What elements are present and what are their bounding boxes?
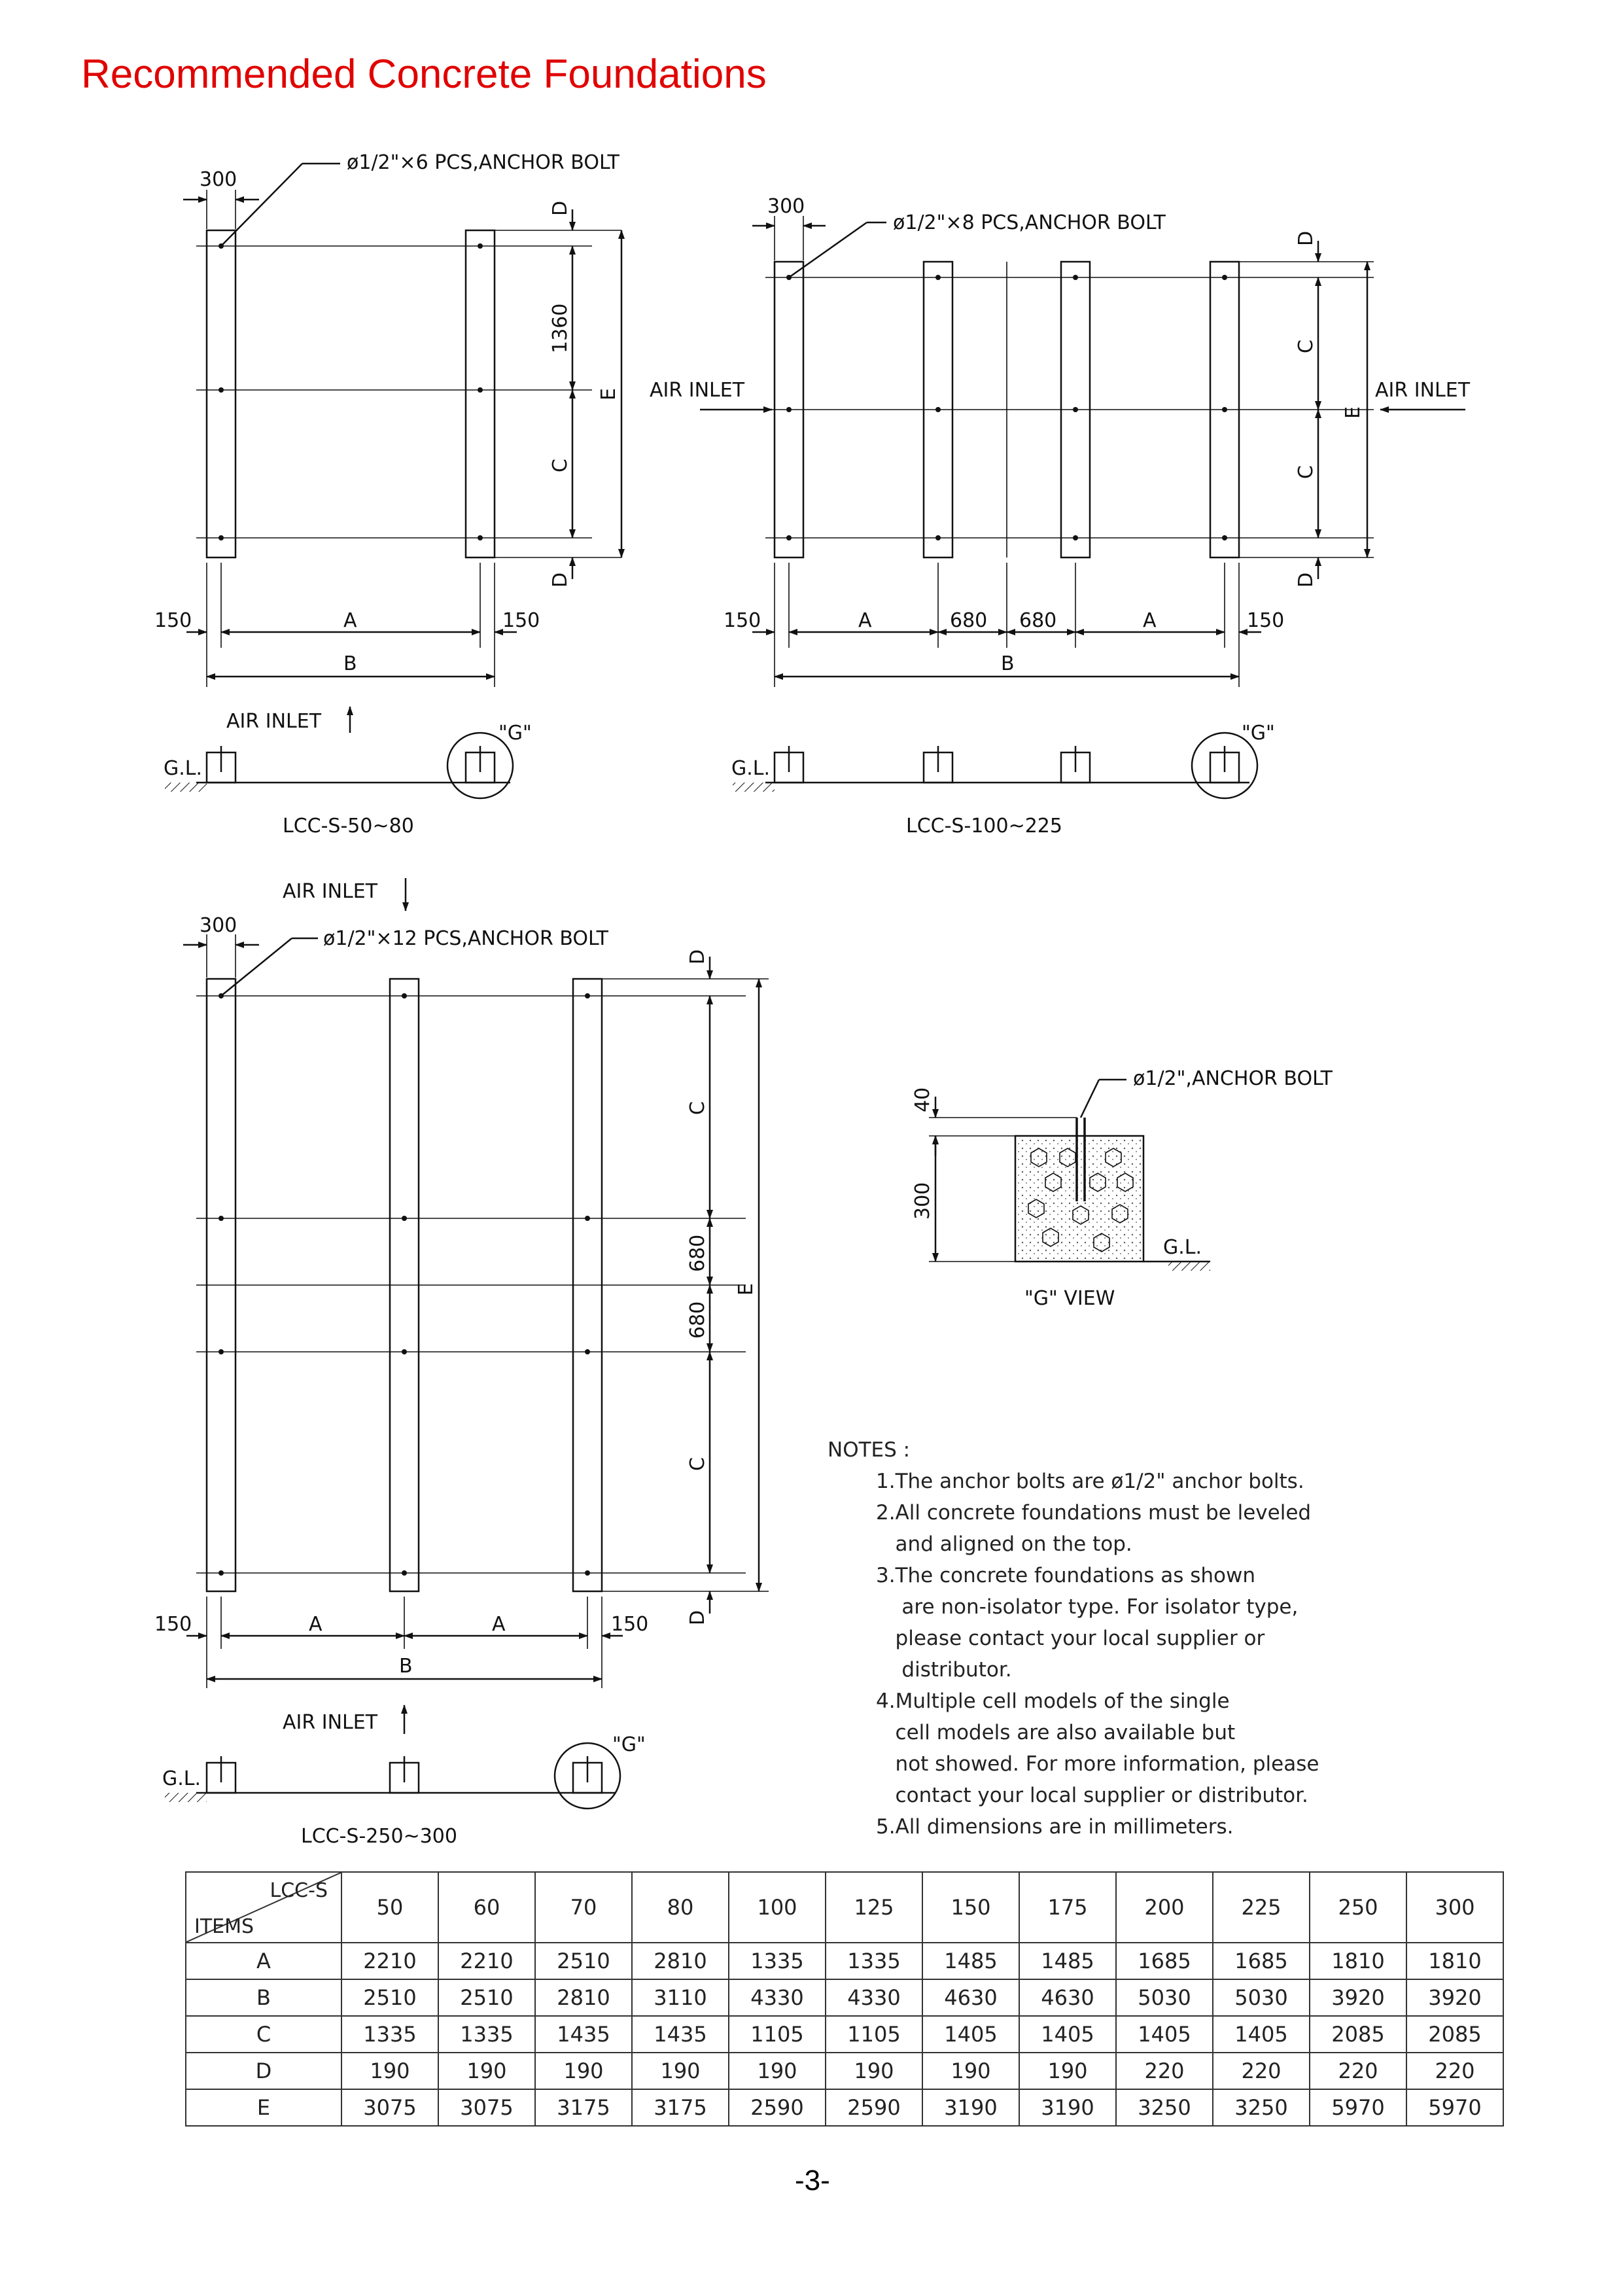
table-cell: 190 xyxy=(535,2053,632,2089)
note-line: distributor. xyxy=(876,1658,1012,1682)
dim-1360: 1360 xyxy=(549,303,572,353)
table-row xyxy=(186,1943,1503,1979)
table-cell: 1335 xyxy=(341,2016,438,2053)
table-cell: 2590 xyxy=(729,2089,826,2126)
table-cell: 4630 xyxy=(922,1979,1019,2016)
dim-b: B xyxy=(1001,652,1015,675)
bolt-note: ø1/2",ANCHOR BOLT xyxy=(1133,1067,1333,1090)
corner-top-label: LCC-S xyxy=(270,1879,328,1902)
table-cell: 1485 xyxy=(1019,1943,1116,1979)
dim-150-left: 150 xyxy=(154,1613,192,1636)
table-row xyxy=(186,2053,1503,2089)
model-label: LCC-S-250~300 xyxy=(301,1825,457,1848)
bolt-note: ø1/2"×6 PCS,ANCHOR BOLT xyxy=(347,151,620,174)
model-label: LCC-S-100~225 xyxy=(906,815,1062,838)
note-line: cell models are also available but xyxy=(876,1721,1236,1744)
air-inlet-label: AIR INLET xyxy=(226,710,322,733)
table-column-header: 60 xyxy=(438,1872,535,1943)
g-view-label: "G" VIEW xyxy=(1024,1287,1115,1310)
bolt-note: ø1/2"×12 PCS,ANCHOR BOLT xyxy=(323,927,608,950)
table-cell: 3190 xyxy=(922,2089,1019,2126)
dim-150-left: 150 xyxy=(154,609,192,632)
table-cell: 220 xyxy=(1406,2053,1503,2089)
table-column-header: 100 xyxy=(729,1872,826,1943)
table-cell: 2510 xyxy=(438,1979,535,2016)
dim-e: E xyxy=(1342,406,1365,419)
dim-d-bottom: D xyxy=(1295,572,1318,588)
dim-a-right: A xyxy=(492,1613,506,1636)
table-cell: 5970 xyxy=(1310,2089,1406,2126)
table-cell: 3920 xyxy=(1310,1979,1406,2016)
dim-a-left: A xyxy=(309,1613,323,1636)
table-cell: 2085 xyxy=(1406,2016,1503,2053)
note-line: 5.All dimensions are in millimeters. xyxy=(876,1815,1234,1839)
dim-300: 300 xyxy=(200,168,237,191)
note-line: 2.All concrete foundations must be leveled xyxy=(876,1501,1312,1525)
table-cell: 2085 xyxy=(1310,2016,1406,2053)
dim-d-top: D xyxy=(549,200,572,216)
table-cell: 1335 xyxy=(729,1943,826,1979)
table-cell: 2810 xyxy=(632,1943,729,1979)
table-cell: 2210 xyxy=(438,1943,535,1979)
g-view-detail xyxy=(911,1067,1333,1310)
drawing-lcc-s-100-225 xyxy=(650,195,1471,838)
drawing-lcc-s-50-80 xyxy=(154,151,621,838)
table-cell: 3250 xyxy=(1213,2089,1310,2126)
dim-150-right: 150 xyxy=(611,1613,649,1636)
dim-c-bottom: C xyxy=(686,1457,709,1471)
table-cell: 2590 xyxy=(826,2089,922,2126)
dim-e: E xyxy=(735,1283,758,1296)
table-cell: 190 xyxy=(922,2053,1019,2089)
dim-150-right: 150 xyxy=(1247,609,1285,632)
table-cell: 1405 xyxy=(1116,2016,1213,2053)
dim-b: B xyxy=(343,652,357,675)
dim-300: 300 xyxy=(200,914,237,937)
air-inlet-bottom-label: AIR INLET xyxy=(283,1711,378,1734)
table-corner-cell xyxy=(186,1872,341,1943)
g-ref: "G" xyxy=(612,1733,646,1756)
notes-list xyxy=(828,1466,1482,1843)
table-cell: 190 xyxy=(438,2053,535,2089)
dim-d-top: D xyxy=(686,949,709,964)
air-inlet-right-label: AIR INLET xyxy=(1375,379,1471,402)
table-cell: 1405 xyxy=(1213,2016,1310,2053)
table-cell: 5030 xyxy=(1116,1979,1213,2016)
note-line: 4.Multiple cell models of the single xyxy=(876,1689,1230,1713)
table-cell: 1105 xyxy=(826,2016,922,2053)
drawing-lcc-s-250-300 xyxy=(154,878,769,1848)
table-cell: 1685 xyxy=(1213,1943,1310,1979)
table-cell: 4330 xyxy=(729,1979,826,2016)
gl-label: G.L. xyxy=(164,757,203,780)
table-cell: 5970 xyxy=(1406,2089,1503,2126)
gl-label: G.L. xyxy=(162,1767,201,1790)
table-cell: 3175 xyxy=(535,2089,632,2126)
note-line: are non-isolator type. For isolator type, xyxy=(876,1595,1299,1619)
table-cell: 1810 xyxy=(1310,1943,1406,1979)
table-cell: 1435 xyxy=(632,2016,729,2053)
air-inlet-left-label: AIR INLET xyxy=(650,379,745,402)
dimensions-table xyxy=(185,1871,1504,2127)
table-cell: 4330 xyxy=(826,1979,922,2016)
dim-a: A xyxy=(343,609,357,632)
table-column-header: 80 xyxy=(632,1872,729,1943)
gl-label: G.L. xyxy=(1163,1236,1202,1259)
table-cell: 1335 xyxy=(438,2016,535,2053)
dim-150-left: 150 xyxy=(724,609,761,632)
notes-heading: NOTES : xyxy=(828,1438,911,1462)
table-column-header: 125 xyxy=(826,1872,922,1943)
dim-c-top: C xyxy=(686,1101,709,1115)
table-cell: 3075 xyxy=(438,2089,535,2126)
dim-680-top: 680 xyxy=(686,1234,709,1272)
table-cell: 3110 xyxy=(632,1979,729,2016)
foundation-beam xyxy=(466,230,495,557)
table-cell: 1405 xyxy=(922,2016,1019,2053)
table-cell: 2510 xyxy=(341,1979,438,2016)
g-ref: "G" xyxy=(498,722,532,745)
dim-b: B xyxy=(399,1655,413,1678)
table-cell: 2210 xyxy=(341,1943,438,1979)
dim-150-right: 150 xyxy=(502,609,540,632)
table-cell: 190 xyxy=(1019,2053,1116,2089)
note-line: 1.The anchor bolts are ø1/2" anchor bolts. xyxy=(876,1470,1304,1493)
table-cell: 190 xyxy=(826,2053,922,2089)
table-cell: 220 xyxy=(1213,2053,1310,2089)
table-row-label: D xyxy=(186,2053,341,2089)
table-column-header: 250 xyxy=(1310,1872,1406,1943)
dim-40: 40 xyxy=(911,1087,934,1112)
dim-680-bottom: 680 xyxy=(686,1301,709,1339)
table-cell: 190 xyxy=(632,2053,729,2089)
table-cell: 190 xyxy=(729,2053,826,2089)
table-column-header: 175 xyxy=(1019,1872,1116,1943)
dim-e: E xyxy=(597,388,620,400)
note-line: contact your local supplier or distributor. xyxy=(876,1784,1308,1807)
table-cell: 2810 xyxy=(535,1979,632,2016)
page-title: Recommended Concrete Foundations xyxy=(81,52,767,97)
air-inlet-top-label: AIR INLET xyxy=(283,880,378,903)
note-line: 3.The concrete foundations as shown xyxy=(876,1564,1256,1587)
dim-c: C xyxy=(549,459,572,472)
page-number: -3- xyxy=(795,2164,830,2197)
table-cell: 190 xyxy=(341,2053,438,2089)
table-cell: 3920 xyxy=(1406,1979,1503,2016)
table-cell: 2510 xyxy=(535,1943,632,1979)
table-cell: 5030 xyxy=(1213,1979,1310,2016)
concrete-block xyxy=(1015,1136,1143,1262)
table-column-header: 200 xyxy=(1116,1872,1213,1943)
note-line: please contact your local supplier or xyxy=(876,1627,1265,1650)
foundation-beam xyxy=(207,230,236,557)
table-cell: 3075 xyxy=(341,2089,438,2126)
table-row-label: B xyxy=(186,1979,341,2016)
dim-c-top: C xyxy=(1295,340,1318,353)
table-row-label: E xyxy=(186,2089,341,2126)
dim-300: 300 xyxy=(911,1182,934,1220)
dim-d-bottom: D xyxy=(549,572,572,588)
table-cell: 1485 xyxy=(922,1943,1019,1979)
gl-label: G.L. xyxy=(731,757,771,780)
dim-a-right: A xyxy=(1143,609,1157,632)
model-label: LCC-S-50~80 xyxy=(283,815,414,838)
corner-bottom-label: ITEMS xyxy=(194,1915,254,1938)
table-cell: 1435 xyxy=(535,2016,632,2053)
bolt-note: ø1/2"×8 PCS,ANCHOR BOLT xyxy=(893,211,1166,234)
dim-d-top: D xyxy=(1295,230,1318,246)
g-ref: "G" xyxy=(1242,722,1275,745)
dim-300: 300 xyxy=(767,195,805,218)
table-row xyxy=(186,2089,1503,2126)
table-cell: 3190 xyxy=(1019,2089,1116,2126)
table-cell: 3250 xyxy=(1116,2089,1213,2126)
table-header-row xyxy=(186,1872,1503,1943)
table-column-header: 70 xyxy=(535,1872,632,1943)
table-cell: 4630 xyxy=(1019,1979,1116,2016)
notes-block xyxy=(828,1434,1482,1843)
table-cell: 220 xyxy=(1310,2053,1406,2089)
table-row-label: A xyxy=(186,1943,341,1979)
table-cell: 1105 xyxy=(729,2016,826,2053)
table-cell: 1405 xyxy=(1019,2016,1116,2053)
table-cell: 1810 xyxy=(1406,1943,1503,1979)
dim-680-left: 680 xyxy=(950,609,988,632)
table-row xyxy=(186,2016,1503,2053)
table-column-header: 50 xyxy=(341,1872,438,1943)
dim-c-bottom: C xyxy=(1295,465,1318,479)
table-column-header: 150 xyxy=(922,1872,1019,1943)
table-column-header: 300 xyxy=(1406,1872,1503,1943)
dim-a-left: A xyxy=(858,609,872,632)
table-row-label: C xyxy=(186,2016,341,2053)
table-column-header: 225 xyxy=(1213,1872,1310,1943)
table-cell: 1335 xyxy=(826,1943,922,1979)
note-line: not showed. For more information, please xyxy=(876,1752,1319,1776)
note-line: and aligned on the top. xyxy=(876,1532,1132,1556)
table-cell: 1685 xyxy=(1116,1943,1213,1979)
table-cell: 3175 xyxy=(632,2089,729,2126)
dim-d-bottom: D xyxy=(686,1610,709,1625)
dim-680-right: 680 xyxy=(1019,609,1057,632)
table-cell: 220 xyxy=(1116,2053,1213,2089)
table-row xyxy=(186,1979,1503,2016)
